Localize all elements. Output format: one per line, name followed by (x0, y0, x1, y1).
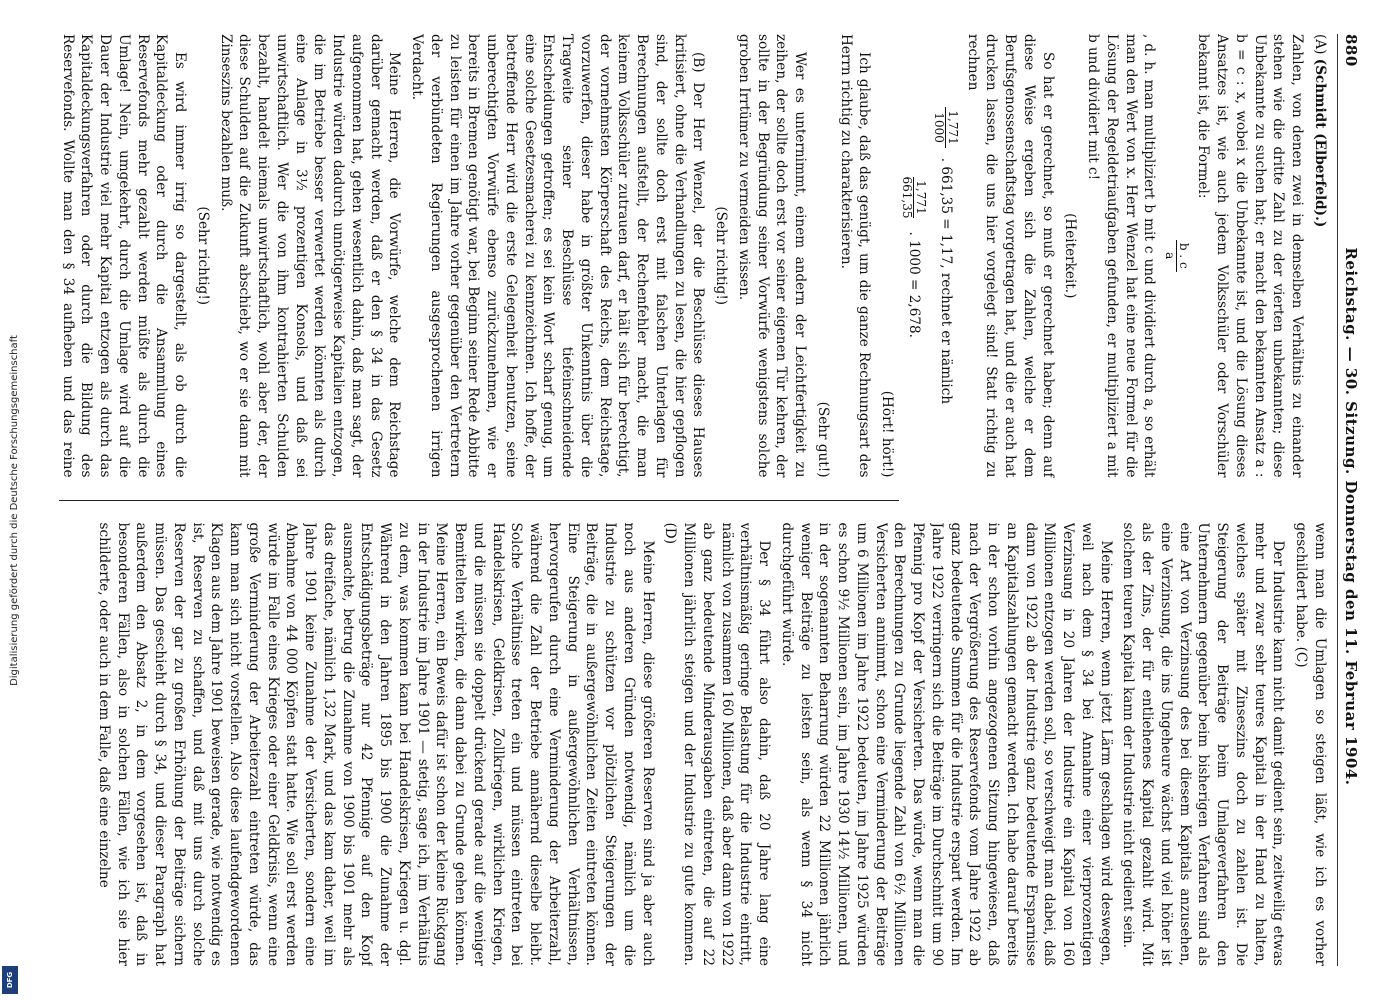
margin-d: (D) (662, 522, 679, 545)
left-paragraph-7: Es wird immer irrig so dargestellt, als ob durch die Kapitaldeckung oder durch die Ansammlung eines Reservefonds mehr gezahlt werden müßte als durch die Umlage! Nein, umgekehrt, durch die Umlage wird auf die Dauer der Industrie viel mehr Kapital entzogen als durch das Kapitaldeckungsverfahren oder durch die Bildung des Reservefonds. Wollte man den § 34 aufheben und das reine (59, 34, 189, 478)
speaker-line (1310, 34, 1329, 478)
formula-3-numerator: 1,771 (913, 177, 927, 217)
formula-1-fraction (1162, 240, 1189, 272)
formula-1-numerator: b . c (1176, 240, 1190, 272)
left-paragraph-5 (407, 34, 707, 478)
text-columns (59, 34, 1329, 966)
interjection-sehr-richtig: (Sehr richtig!) (713, 206, 730, 306)
right-column (59, 523, 1329, 967)
left-paragraph-6: Meine Herren, die Vorwürfe, welche dem Reichstage darüber gemacht werden, daß er den § 34 in das Gesetz aufgenommen hat, gehen wesentlich dahin, daß man sagt, der Industrie würden dadurch unnötigerweise Kapitalien entzogen, die im Betriebe besser verwertet werden könnten als durch eine Anlage in 3½ prozentigen Konsols, und daß sei unwirtschaftlich. Wer die von ihm kontrahierten Schulden bezahlt, handelt niemals unwirtschaftlich, wohl aber der, der diese Schulden auf die Zukunft abschiebt, wo er sie dann mit Zinseszins bezahlen muß. (217, 34, 403, 478)
left-paragraph-5-text: Der Herr Wenzel, der die Beschlüsse dieses Hauses kritisiert, ohne die Verhandlungen zu lesen, die hier gepflogen sind, der sollte doch erst mit falschen Unterlagen für Berechnungen aufstellt, der Rechenfehler macht, die man keinem Volksschüler zutrauen darf, er hält sich für berechtigt, der vornehmsten Körperschaft des Reichs, dem Reichstage, vorzuwerfen, dieser habe in größter Unkenntnis über die Tragweite seiner Beschlüsse tiefeinschneidende Entscheidungen getroffen; es sei kein Wort scharf genug, um eine solche Gesetzesmacherei zu kennzeichnen. Ich hoffe, der betreffende Herr wird die erste Gelegenheit benutzen, seine unberechtigten Vorwürfe ebenso zurückzunehmen, wie er bereits in Bremen genötigt war, bei Beginn seiner Rede Abbitte zu leisten für einen im Jahre vorher gegenüber den Vertretern der verbündeten Regierungen ausgesprochenen irrigen Verdacht. (409, 34, 707, 478)
right-paragraph-1-text: wenn man die Umlagen so steigen läßt, wie ich es vorher geschildert habe. (1293, 522, 1328, 966)
margin-a: (A) (1312, 34, 1328, 55)
formula-2-fraction (932, 107, 959, 147)
column-divider (59, 500, 899, 501)
page-number: 880 (1342, 34, 1360, 67)
running-head (1337, 34, 1360, 966)
right-paragraph-3: Meine Herren, wenn jetzt Lärm geschlagen wird deswegen, weil nach dem § 34 bei Annahme einer vierprozentigen Verzinsung in 20 Jahren der Industrie ein Kapital von 160 Millionen entzogen werden soll, so verschweigt man dabei, daß dann von 1922 ab der Industrie ganz bedeutende Ersparnisse an Kapitalszahlungen gemacht werden. Ich habe darauf bereits in der schon vorhin angezogenen Sitzung hingewiesen, daß nach der Vergrößerung des Reservefonds vom Jahre 1922 ab ganz bedeutende Summen für die Industrie erspart werden. Im Jahre 1922 verringern sich die Beiträge im Durchschnitt um 90 Pfennig pro Kopf der Versicherten. Das würde, wenn man die den Berechnungen zu Grunde liegende Zahl von 6½ Millionen Versicherten annimmt, schon eine Verminderung der Beiträge um 6 Millionen im Jahre 1922 bedeuten, im Jahre 1925 würden es schon 9½ Millionen sein, im Jahre 1930 14½ Millionen, und in der sogenannten Beharrung würden 22 Millionen jährlich weniger Beiträge zu leisten sein, als wenn § 34 nicht durchgeführt würde. (779, 522, 1114, 966)
formula-2-numerator: 1,771 (945, 107, 959, 147)
formula-2-rest: . 661,35 = 1,17, rechnet er nämlich (937, 157, 954, 405)
left-paragraph-4: Wer es unternimmt, einem andern der Leichtfertigkeit zu zeihen, der sollte doch erst vor seiner eigenen Tür kehren, der sollte in der Begründung seiner Vorwürfe wenigstens solche groben Irrtümer zu vermeiden wissen. (735, 34, 809, 478)
right-paragraph-4-text: Der § 34 führt also dahin, daß 20 Jahre lang eine verhältnismäßig geringe Belastung für die Industrie eintritt, nämlich von zusammen 160 Millionen, daß aber dann von 1922 ab ganz bedeutende Minderausgaben eintreten, die auf 22 Millionen jährlich steigen und der Industrie zu gute kommen. (681, 522, 773, 966)
left-paragraph-3: Ich glaube, daß das genügt, um die ganze Rechnungsart des Herrn richtig zu charakterisieren. (837, 34, 873, 478)
rotated-page (40, 8, 1370, 992)
margin-c: (C) (1293, 646, 1310, 668)
right-paragraph-1 (1292, 523, 1330, 967)
interjection-sehr-gut: (Sehr gut!) (814, 401, 831, 478)
margin-b: (B) (690, 52, 707, 73)
dfg-logo-text: DFG (6, 971, 14, 989)
right-paragraph-5: Meine Herren, diese größeren Reserven sind ja aber auch noch aus anderen Gründen notwendig, nämlich um die Industrie zu schützen vor plötzlichen Steigerungen der Beiträge, die in außergewöhnlichen Zeiten eintreten können. Eine Steigerung in außergewöhnlichen Verhältnissen, hervorgerufen durch eine Verminderung der Arbeiterzahl, während die Zahl der Betriebe annähernd dieselbe bleibt. Solche Verhältnisse treten ein und müssen eintreten bei Handelskrisen, Geldkrisen, Zollkriegen, wirklichen Kriegen, und die müssen sie doppelt drückend gerade auf die weniger Bemittelten wirken, die dann dabei zu Grunde gehen können. Meine Herren, ein Beweis dafür ist schon der kleine Rückgang in der Industrie im Jahre 1901 — stetig, sage ich, im Verhältnis zu dem, was kommen kann bei Handelskrisen, Kriegen u. dgl. Während in den Jahren 1895 bis 1900 die Zunahme der Entschädigungsbeträge nur 42 Pfennige auf den Kopf ausmachte, betrug die Zunahme von 1900 bis 1901 mehr als das dreifache, nämlich 1,32 Mark, und das kam daher, weil im Jahre 1901 keine Zunahme der Versicherten, sondern eine Abnahme von 44 000 Köpfen statt hatte. Wie soll erst werden würde im Falle eines Krieges oder einer Geldkrisis, wenn eine große Verminderung der Arbeiterzahl eintreten würde, das kann man sich nicht vorstellen. Also diese laufendgewordenen Klagen aus dem Jahre 1901 beweisen gerade, wie notwendig es ist, Reserven zu schaffen, und daß mit uns durch solche Reserven der gar zu großen Erhöhung der Beiträge sichern müssen. Das geschieht durch § 34, und dieser Paragraph hat außerdem den Absatz 2, in dem vorgesehen ist, daß in besonderen Fällen, also in solchen Fällen, wie ich sie hier schilderte, oder auch in dem Falle, daß eine einzelne (96, 522, 656, 966)
interjection-heiterkeit: (Heiterkeit.) (1062, 213, 1079, 299)
interjection-sehr-richtig-2: (Sehr richtig!) (194, 206, 211, 306)
formula-1-denominator: a (1162, 252, 1177, 260)
left-paragraph-1: Zahlen, von denen zwei in demselben Verhältnis zu einander stehen wie die dritte Zahl zu der vierten unbekannten; diese Unbekannte zu suchen hat; er macht den bekannten Ansatz a : b = c : x, wobei x die Unbekannte ist, und die Lösung dieses Ansatzes ist, wie auch jedem Volksschüler oder Vorschüler bekannt ist, die Formel: (1195, 34, 1306, 478)
left-column (59, 34, 1329, 478)
formula-3-fraction (900, 173, 927, 221)
formula-3 (900, 34, 927, 478)
formula-3-denominator: 661,35 (900, 176, 915, 219)
document-page (40, 8, 1370, 992)
speaker-name: (Schmidt (Elberfeld).) (1312, 58, 1328, 228)
interjection-hoert: (Hört! hört!) (879, 390, 896, 478)
digitization-note-text: Digitalisierung gefördert durch die Deutsche Forschungsgemeinschaft (8, 334, 20, 686)
page-title: Reichstag. — 30. Sitzung. Donnerstag den 11. Februar 1904. (1342, 247, 1360, 786)
left-paragraph-2: So hat er gerechnet, so muß er gerechnet haben; denn auf diese Weise ergeben sich die Zahlen, welche er dem Berufsgenossenschaftstag vorgetragen hat, und die er auch hat drucken lassen, die uns hier vorgelegt sind! Statt richtig zu rechnen (964, 34, 1056, 478)
formula-2-denominator: 1000 (931, 112, 946, 143)
left-paragraph-1b: , d. h. man multipliziert b mit c und dividiert durch a, so erhält man den Wert von x. Herr Wenzel hat eine neue Formel für die Lösung der Regeldetriaufgaben gefunden, er multipliziert a mit b und dividiert mit c! (1085, 34, 1158, 478)
right-paragraph-4 (661, 523, 774, 967)
right-paragraph-2: Der Industrie kann nicht damit gedient sein, zeitweilig etwas mehr und zwar sehr teures Kapital in der Hand zu halten, welches später mit Zinseszins doch zu zahlen ist. Die Steigerung der Beiträge beim Umlageverfahren den Unternehmern gegenüber beim bisherigen Verfahren sind als eine Art von Verzinsung des bei diesem Kapitals anzusehen, eine Verzinsung, die ins Ungeheure wächst und viel höher ist als der Zins, der für entliehenes Kapital gezahlt wird. Mit solchem teuren Kapital kann der Industrie nicht gedient sein. (1120, 522, 1287, 966)
formula-2 (932, 34, 959, 478)
digitization-note (8, 20, 20, 1000)
formula-1 (1162, 34, 1189, 478)
formula-3-rest: . 1000 = 2,678. (906, 231, 923, 338)
dfg-logo (2, 966, 18, 994)
